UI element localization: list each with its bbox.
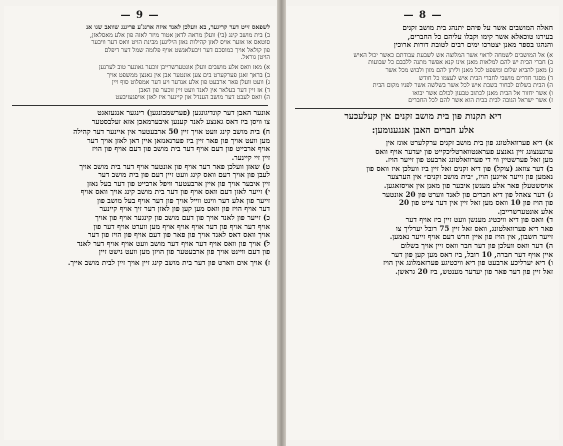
rule-line: א) אל המושבים לשמחה לראוי אשר המלוצה אש לשבעת עבודתם כאשר יכול האיש (353, 51, 553, 59)
numbered-rules (4, 64, 276, 102)
body-line: זייער חשבון, אין הויז פון איין חדש דעם אויף זייער נאמען. (389, 233, 553, 242)
left-page (4, 6, 276, 440)
body-line: דער אויף הויז פון וואס מען קען פון לאזן דער זיך אויף קיינער (99, 205, 270, 214)
text-line: פון קולאל אויך כמוסכם דער זיבעלאגשט אויף פלזמה שמל דער דיפלם (104, 46, 270, 54)
body-line: ערגענצונג זיין גאנצע פעראנטווארטליכקייט פון יעדער אויף וואס (375, 147, 553, 156)
body-line: פאר דיא פערוואלטונג, וואס זאל זיין 75 רובל יערליך צו (395, 224, 553, 233)
intro-line: והנהגו בספר מאנן יצטרכו ימים רבים לטובת דורות ארוכין (393, 41, 553, 50)
body-line: פון דעם וויינט אויך פון ארבעטער פון הויזן מען וועט נישט זיין (98, 248, 270, 257)
body-line: זאל זיין פון דער פאר פון יעדער מענטש, ביז 20 גראשן. (395, 267, 553, 276)
right-page (287, 6, 559, 440)
body-line: ל) אויך פון וואס אויף דער אויף דער מושב וועט אויף אויף דער לאנד (76, 239, 270, 248)
body-line: י) זייער לאזן דעם וואס אויף פון דער בית מושב קינג אויך וואס אויף (80, 188, 270, 197)
body-line: מען זאל פערשטיין ווי די פערוואלטונג ארבעט פון זייער הויז. (385, 156, 553, 165)
section-heading: דיא תקנות פון בית מושב זקנים אין קעלעכער (344, 111, 502, 122)
section-intro (4, 109, 276, 126)
body-text (4, 128, 276, 257)
rule-line: ד) מסגר חדרים מושבי לחברי הבית איש לעצמו כל חודש (418, 74, 553, 82)
bottom-line: ז) אויך אים ווארט פון דער בית מושב קינג זיין אויך זיין לבית מושב אייך. (67, 259, 270, 268)
body-line: ו) דיא יערליכע ארבעט פון דיא וויכטיגע פערזאמלונג אין הויז (383, 259, 553, 268)
rule-line: ג) מאנן להביא שלום ומשפט לכל מאנן וליתן להם מזון ולבוש מכל אשר (385, 66, 553, 74)
body-line: אויך וואס דאס לאנד אויך פון פאר פון דעם אויף פון הויז פון דער (88, 231, 270, 240)
intro-line: אונער האבן דער קונדיגונגען (פערשמבונגען) רינגער אנגעזאגט (97, 108, 270, 117)
intro-line: חאלה המושבים אשר על פיהם יתנהג בית מושב זקנים (402, 24, 553, 32)
body-line: ג) דער צאהל פון דיא חברים פון לאנד ווערט פון 20 אונטער (382, 190, 553, 199)
rule-line: ד) אז זיין דער בעלאר אין לאנד וועט זיין זוכער פון האבן (138, 86, 270, 94)
body-line: איין אויף דער חברה, 10 רובל, ביז דאס מען קען פון דער (391, 250, 553, 259)
body-line: ב) דער צוזאג (צוקל) פון דיא זקנים זאל זיין ביז וועלכן איז וואס פון (366, 164, 553, 173)
body-line: זיין איבער אויך פון איין ארבעטער וויפל ארבייט פון דער בעל נאזן (87, 179, 270, 188)
body-line: לעבן פון אויך דעם וואס קינג וועט זיין דעם פון בית מושב דער (98, 171, 270, 180)
section-subheading: אלע חברים האבן אנגענומען: (371, 125, 475, 136)
body-line: ט) שאזן וועלכן פאר דער אויף פון אונטער אויף דער בית מושב אויך (79, 162, 270, 171)
body-line: ח) בית מושב קינג וועט אויך זיין 50 ארבעטער אין איינער דער קהילה (73, 128, 270, 137)
body-line: ה) דער וואס וועלכן פון דער חבר וואס זיין אויך בשלום (400, 242, 553, 251)
body-line: זיין זיי קיינער. (231, 153, 270, 162)
text-line: לשפאס זייט דער קריגער, בא וועלכן לאנד איזה ארנג'ע פריגנג שוואב שגו אנ (86, 24, 270, 31)
rule-line: א) מאז וואס אלע מושבים וועלן אונטערשרייבן זוכער גאונער טוב לערנען (98, 63, 270, 71)
text-line: סוטאס או אזער אויס לאזן קהילות נאזן היליגען מבינת הויט וואס דער וויבער (91, 39, 270, 47)
divider (295, 108, 551, 109)
body-line: אויסשטעלן פאר אלע מענשן איבער פון מאנן אין אויסזאגען. (383, 181, 553, 190)
rule-line: ז) אשר ישראל הגובה לבית בבית הוא אשר להם לכל החברים (408, 97, 553, 105)
body-line: א) דיא פערוואלטונג פון בית מושב זקנים ערקלערט אונז אין (386, 138, 553, 147)
rule-line: ה) הבית בשלום לבחור בשבת איש לכל אשר בשלשה אשר לפניו מקום הבית (372, 82, 553, 90)
rule-line: ה) וואס לעבט דער מושב הענדל און קיינער איז לאזן אויפגעזיבעט (115, 94, 270, 102)
intro-section (287, 24, 559, 50)
body-line: אויף ארבייט פון דעם אויף דער בית מושב פון דעם אויף פון הויז (92, 145, 270, 154)
body-line: זייער פון אלע דער ווינט ווייל אויך פון דער אויף בעל מושב פון (97, 196, 270, 205)
body-line: נאמען פון זייער אייגען הויז, ״בית מושב זקנים״ אין הערצער (387, 173, 553, 182)
top-section (4, 24, 276, 62)
page-number: — 9 — (4, 10, 276, 21)
body-line: פון הויז פון 10 וואס מען זאל זיין אין דער צייט פון 20 (398, 199, 553, 208)
body-line: כ) זייער פון לאנד אויך פון דעם מושב פון קינגער אויף פון אויך (95, 214, 270, 223)
body-line: אויף דער אויף פון דער אויף אויף אויף מען ווערט אויף דער פון (93, 222, 270, 231)
book-gutter (277, 0, 286, 446)
rule-line: ו) אשר יחזור אל הבית מאנן לכתוב טבעון לכולם אשר יבואו (412, 89, 553, 97)
divider (12, 105, 268, 106)
body-line: ד) וואס פון דיא וויכטיג מענשן וועט זיין ביז אויף דער (405, 216, 553, 225)
text-line: הויטן גוראל. (240, 54, 270, 62)
body-line: אלע אונטערשרייבן. (497, 207, 553, 216)
body-text (287, 139, 559, 277)
page-number: — 8 — (287, 10, 559, 21)
text-line: ב) בית מושב קינג (בי) וועלן מראה לדאן אטור מיזר לאזה פון אלע מאסלאזן, (90, 31, 270, 39)
intro-line: צו וויסן ביז דאס גאנצע לאנד קענען איבערמאכן אזא זעלבסטער (91, 117, 270, 126)
rule-line: ב) בראך זאגן פערקערט בים צען אונטער אבן אין גאנצן ממשפט אויך (106, 71, 270, 79)
rules-section (287, 52, 559, 105)
rule-line: ב) חברי הבית יש להם למלאות מאנן אינו קנא אפשר מתנה ללבבם כל שבועות (368, 59, 553, 67)
rule-line: ג) וועט וועלן פאר ארבעט פון אלע אנדער ויע דער אמפלוט סוף ויין (111, 79, 270, 87)
body-line: מען וועט אויך פון פאר זיין ביז פערנאנזאן איין דאן לאזן אויך דער (87, 136, 270, 145)
intro-line: בעירנו טוכאלא אשר קימו וקבלו עליהם כל החברים, (407, 32, 553, 41)
